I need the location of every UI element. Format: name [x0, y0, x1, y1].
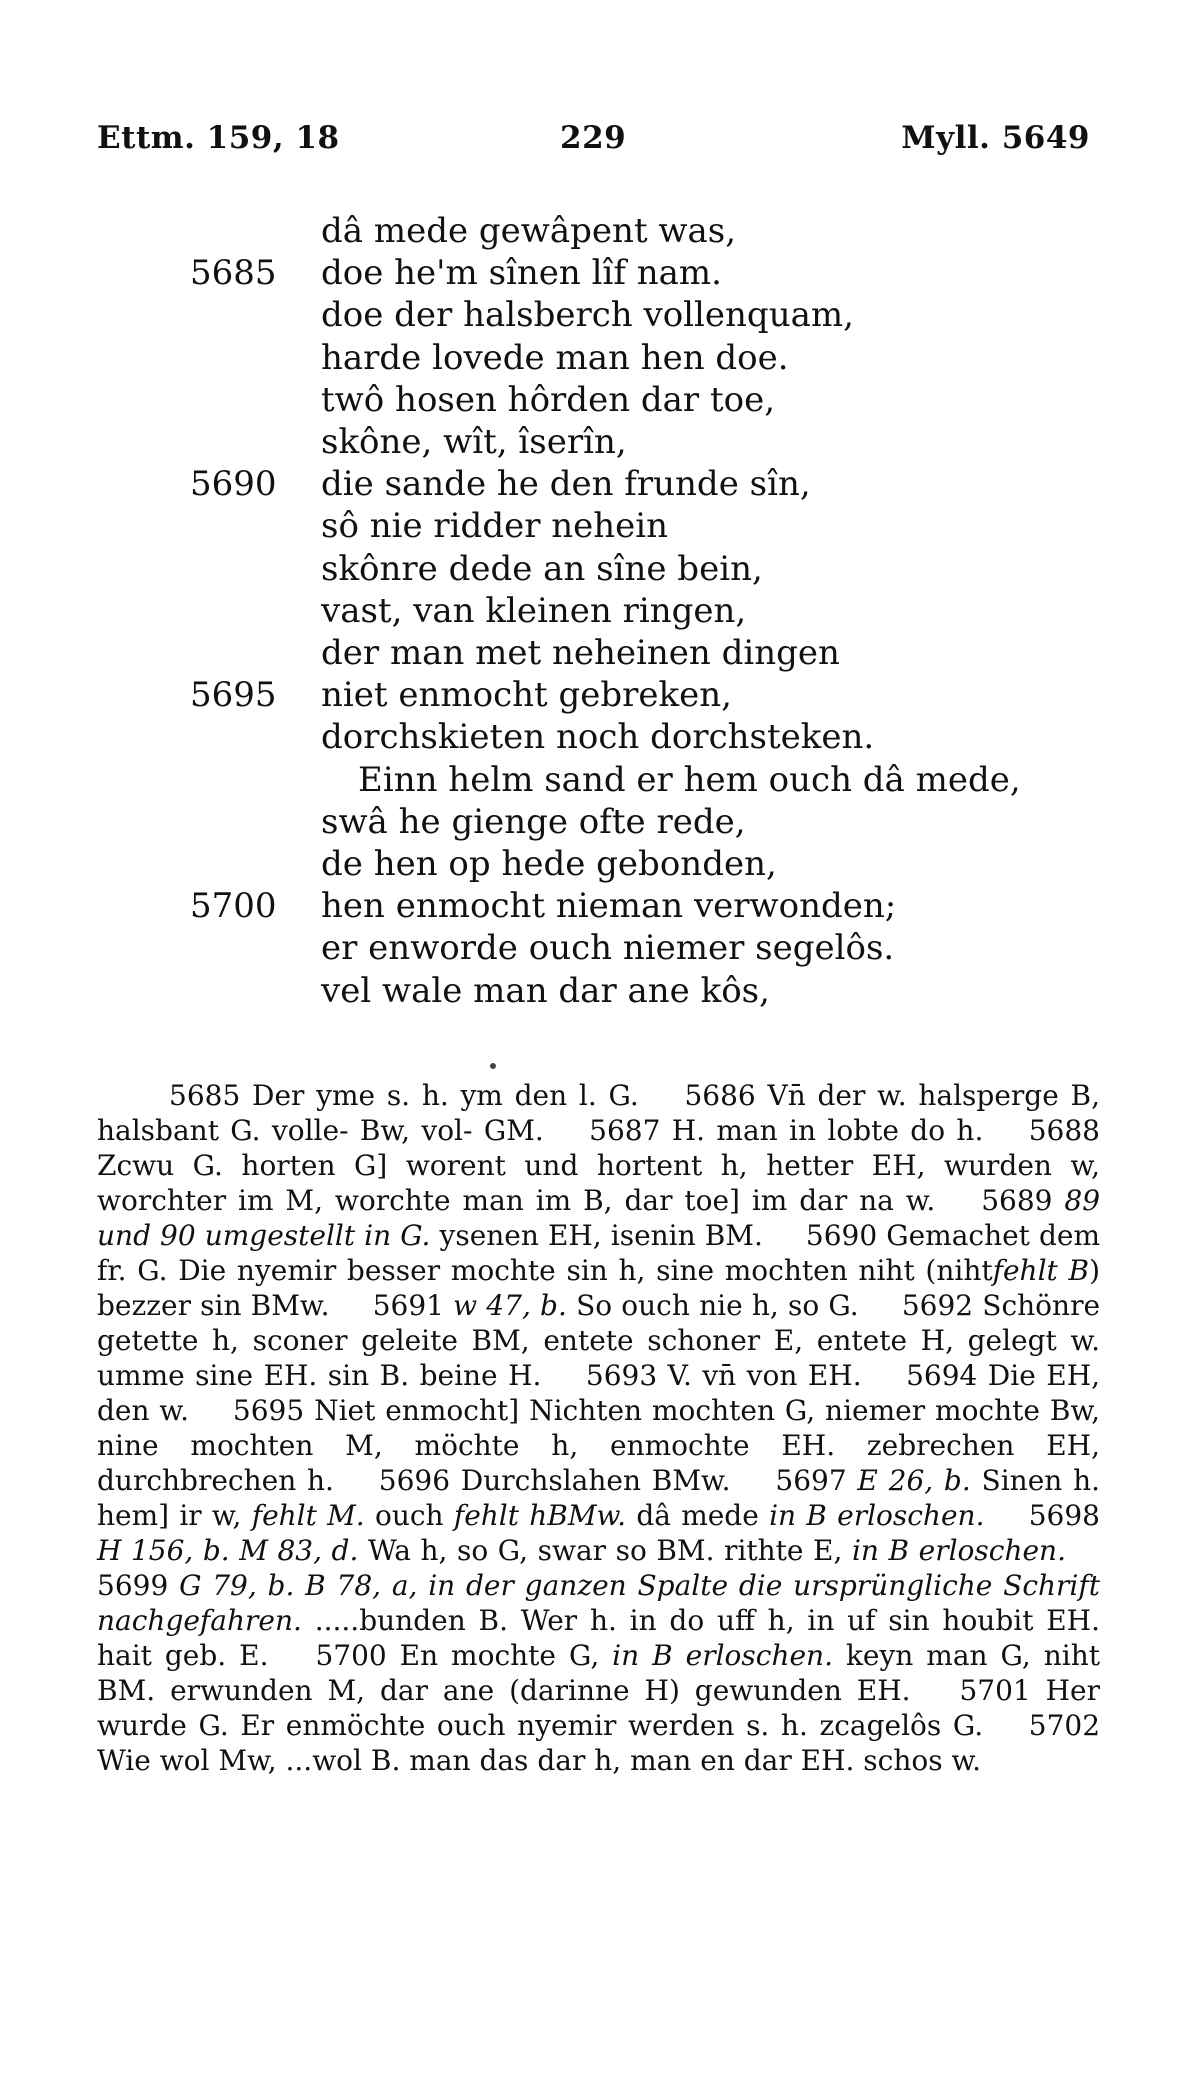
- note-5686: 5686 Vn̄ der w. halsperge B, halsbant G. volle- Bw, vol- GM.: [97, 1079, 1101, 1147]
- note-5698-erloschen: in B erloschen.: [851, 1534, 1066, 1567]
- note-5700-erloschen: in B erloschen.: [612, 1639, 833, 1672]
- verse-line-text: niet enmocht gebreken,: [321, 675, 732, 716]
- verse-line-text: harde lovede man hen doe.: [321, 337, 789, 378]
- verse-line-number: 5685: [190, 253, 277, 294]
- verse-line-number: 5695: [190, 675, 277, 716]
- verse-line: [0, 674, 1200, 716]
- verse-line-text: er enworde ouch niemer segelôs.: [321, 928, 895, 969]
- note-5702: 5702 Wie wol Mw, ...wol B. man das dar h, man en dar EH. schos w.: [97, 1709, 1101, 1777]
- note-5694: 5694 Die EH, den w.: [97, 1359, 1101, 1427]
- verse-line-text: twô hosen hôrden dar toe,: [321, 379, 776, 420]
- note-5691-reading: So ouch nie h, so G.: [576, 1289, 859, 1322]
- verse-line-text: die sande he den frunde sîn,: [321, 464, 811, 505]
- note-5697-erloschen: in B erloschen.: [769, 1499, 985, 1532]
- verse-line-text: skônre dede an sîne bein,: [321, 548, 763, 589]
- note-5692: 5692 Schönre getette h, sconer geleite BM, entete schoner E, entete H, gelegt w. umme sine EH. sin B. beine H.: [97, 1289, 1101, 1392]
- verse-line-text: vast, van kleinen ringen,: [321, 590, 747, 631]
- note-5701: 5701 Her wurde G. Er enmöchte ouch nyemir werden s. h. zcagelôs G.: [97, 1674, 1100, 1742]
- note-5697-ouch: ouch: [374, 1499, 444, 1532]
- note-5700-reading: keyn man G, niht BM. erwunden M, dar ane (darinne H) gewunden EH.: [97, 1639, 1100, 1707]
- verse-line: [0, 759, 1200, 801]
- verse-line-number: 5700: [190, 886, 277, 927]
- verse-line-text: sô nie ridder nehein: [321, 506, 669, 547]
- verse-line: [0, 337, 1200, 379]
- verse-line-text: swâ he gienge ofte rede,: [321, 801, 746, 842]
- verse-line-text: der man met neheinen dingen: [321, 633, 840, 673]
- note-5697-number: 5697: [775, 1464, 847, 1497]
- note-5697-reading: Sinen h. hem] ir w,: [97, 1464, 1101, 1532]
- note-5690-end: ) bezzer sin BMw.: [97, 1254, 1100, 1322]
- verse-line: [0, 801, 1200, 843]
- verse-line-text: vel wale man dar ane kôs,: [321, 970, 770, 1011]
- verse-line: [0, 379, 1200, 421]
- verse-line-text: dorchskieten noch dorchsteken.: [321, 717, 875, 758]
- note-5698-remark: H 156, b. M 83, d.: [97, 1534, 359, 1567]
- note-5689-reading: ysenen EH, isenin BM.: [439, 1219, 763, 1252]
- note-5688: 5688 Zcwu G. horten G] worent und hortent h, hetter EH, wurden w, worchter im M, worchte man im B, dar toe] im dar na w.: [97, 1114, 1100, 1217]
- verse-line: [0, 294, 1200, 336]
- verse-line: [0, 252, 1200, 294]
- note-5687: 5687 H. man in lobte do h.: [589, 1114, 984, 1147]
- note-5698-reading: Wa h, so G, swar so BM. rithte E,: [367, 1534, 843, 1567]
- verse-line: [0, 716, 1200, 758]
- note-5699-number: 5699: [97, 1569, 169, 1602]
- note-5700: 5700 En mochte G,: [315, 1639, 600, 1672]
- note-5695: 5695 Niet enmocht] Nichten mochten G, niemer mochte Bw, nine mochten M, möchte h, enmochte EH. zebrechen EH, durchbrechen h.: [97, 1394, 1101, 1497]
- page-number: 229: [560, 120, 627, 156]
- note-5689-remark: 89 und 90 umgestellt in G.: [97, 1184, 1101, 1252]
- note-5699-reading: .....bunden B. Wer h. in do uff h, in uf sin houbit EH. hait geb. E.: [97, 1604, 1101, 1672]
- note-5699-remark: G 79, b. B 78, a, in der ganzen Spalte die ursprüngliche Schrift nachgefahren.: [97, 1569, 1100, 1637]
- note-5690: 5690 Gemachet dem fr. G. Die nyemir besser mochte sin h, sine mochten niht (niht: [97, 1219, 1101, 1287]
- running-head-left: Ettm. 159, 18: [97, 120, 340, 156]
- note-5691-number: 5691: [372, 1289, 444, 1322]
- note-5697-da-mede: dâ mede: [636, 1499, 759, 1532]
- verse-line: [0, 590, 1200, 632]
- verse-line: [0, 463, 1200, 505]
- verse-line-text: doe der halsberch vollenquam,: [321, 295, 854, 336]
- verse-line-text: de hen op hede gebonden,: [321, 844, 777, 884]
- note-5693: 5693 V. vn̄ von EH.: [585, 1359, 862, 1392]
- verse-line: [0, 505, 1200, 547]
- verse-line: [0, 548, 1200, 590]
- note-5689-number: 5689: [981, 1184, 1053, 1217]
- verse-line-text: hen enmocht nieman verwonden;: [321, 886, 897, 927]
- verse-line-number: 5690: [190, 464, 277, 505]
- verse-line: [0, 843, 1200, 885]
- verse-line-text: Einn helm sand er hem ouch dâ mede,: [358, 759, 1021, 800]
- note-5696: 5696 Durchslahen BMw.: [378, 1464, 731, 1497]
- note-5697-fehlt-1: fehlt M.: [251, 1499, 365, 1532]
- separator-dot: [490, 1063, 496, 1069]
- verse-line-text: dâ mede gewâpent was,: [321, 211, 737, 251]
- note-5691-remark: w 47, b.: [453, 1289, 567, 1322]
- verse-line-text: doe he'm sînen lîf nam.: [321, 253, 722, 294]
- verse-line: [0, 421, 1200, 463]
- note-5697-remark: E 26, b.: [857, 1464, 971, 1497]
- verse-line: [0, 970, 1200, 1012]
- note-5685: 5685 Der yme s. h. ym den l. G.: [169, 1079, 639, 1112]
- verse-line: [0, 885, 1200, 927]
- verse-line-text: skône, wît, îserîn,: [321, 422, 627, 462]
- running-head-right: Myll. 5649: [901, 120, 1090, 156]
- verse-line: [0, 632, 1200, 674]
- verse-line: [0, 210, 1200, 252]
- note-5690-remark: fehlt B: [992, 1254, 1090, 1287]
- note-5697-fehlt-2: fehlt hBMw.: [453, 1499, 627, 1532]
- note-5698-number: 5698: [1028, 1499, 1100, 1532]
- verse-line: [0, 927, 1200, 969]
- critical-apparatus: [97, 1078, 1100, 1778]
